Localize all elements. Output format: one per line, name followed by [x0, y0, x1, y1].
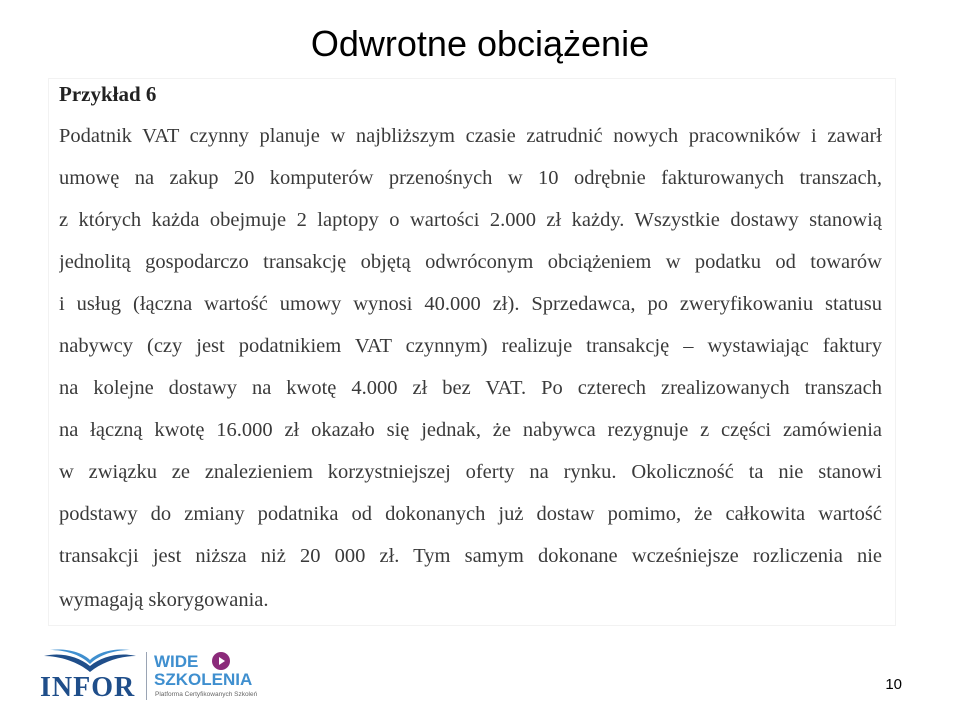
infor-logo — [40, 648, 140, 704]
infor-wordmark: INFOR — [40, 672, 136, 703]
play-icon — [212, 652, 230, 670]
book-wings-icon — [42, 648, 138, 674]
text-line: podstawy do zmiany podatnika od dokonanych już dostaw pomimo, że całkowita wartość — [59, 503, 882, 525]
szkolenia-wordmark: SZKOLENIA — [154, 670, 253, 689]
text-line: nabywcy (czy jest podatnikiem VAT czynnym) realizuje transakcję – wystawiając faktury — [59, 335, 882, 357]
text-line: jednolitą gospodarczo transakcję objętą odwróconym obciążeniem w podatku od towarów — [59, 251, 882, 273]
text-line: w związku ze znalezieniem korzystniejszej oferty na rynku. Okoliczność ta nie stanowi — [59, 461, 882, 483]
example-scan — [48, 78, 896, 626]
text-line: transakcji jest niższa niż 20 000 zł. Tym samym dokonane wcześniejsze rozliczenia nie — [59, 545, 882, 567]
page-number: 10 — [885, 676, 902, 693]
text-line: na kolejne dostawy na kwotę 4.000 zł bez VAT. Po czterech zrealizowanych transzach — [59, 377, 882, 399]
text-line: Podatnik VAT czynny planuje w najbliższym czasie zatrudnić nowych pracowników i zawarł — [59, 125, 882, 147]
logo-divider — [146, 652, 147, 700]
text-line: na łączną kwotę 16.000 zł okazało się jednak, że nabywca rezygnuje z części zamówienia — [59, 419, 882, 441]
text-line: umowę na zakup 20 komputerów przenośnych w 10 odrębnie fakturowanych transzach, — [59, 167, 882, 189]
logo-tagline: Platforma Certyfikowanych Szkoleń — [155, 691, 258, 698]
text-line: z których każda obejmuje 2 laptopy o wartości 2.000 zł każdy. Wszystkie dostawy stanowią — [59, 209, 882, 231]
infor-wide-szkolenia-logo — [40, 648, 262, 704]
slide-title: Odwrotne obciążenie — [310, 23, 650, 64]
text-line: i usług (łączna wartość umowy wynosi 40.000 zł). Sprzedawca, po zweryfikowaniu statusu — [59, 293, 882, 315]
wide-wordmark: WIDE — [154, 652, 199, 671]
text-line: wymagają skorygowania. — [59, 589, 269, 611]
example-heading: Przykład 6 — [59, 82, 157, 106]
